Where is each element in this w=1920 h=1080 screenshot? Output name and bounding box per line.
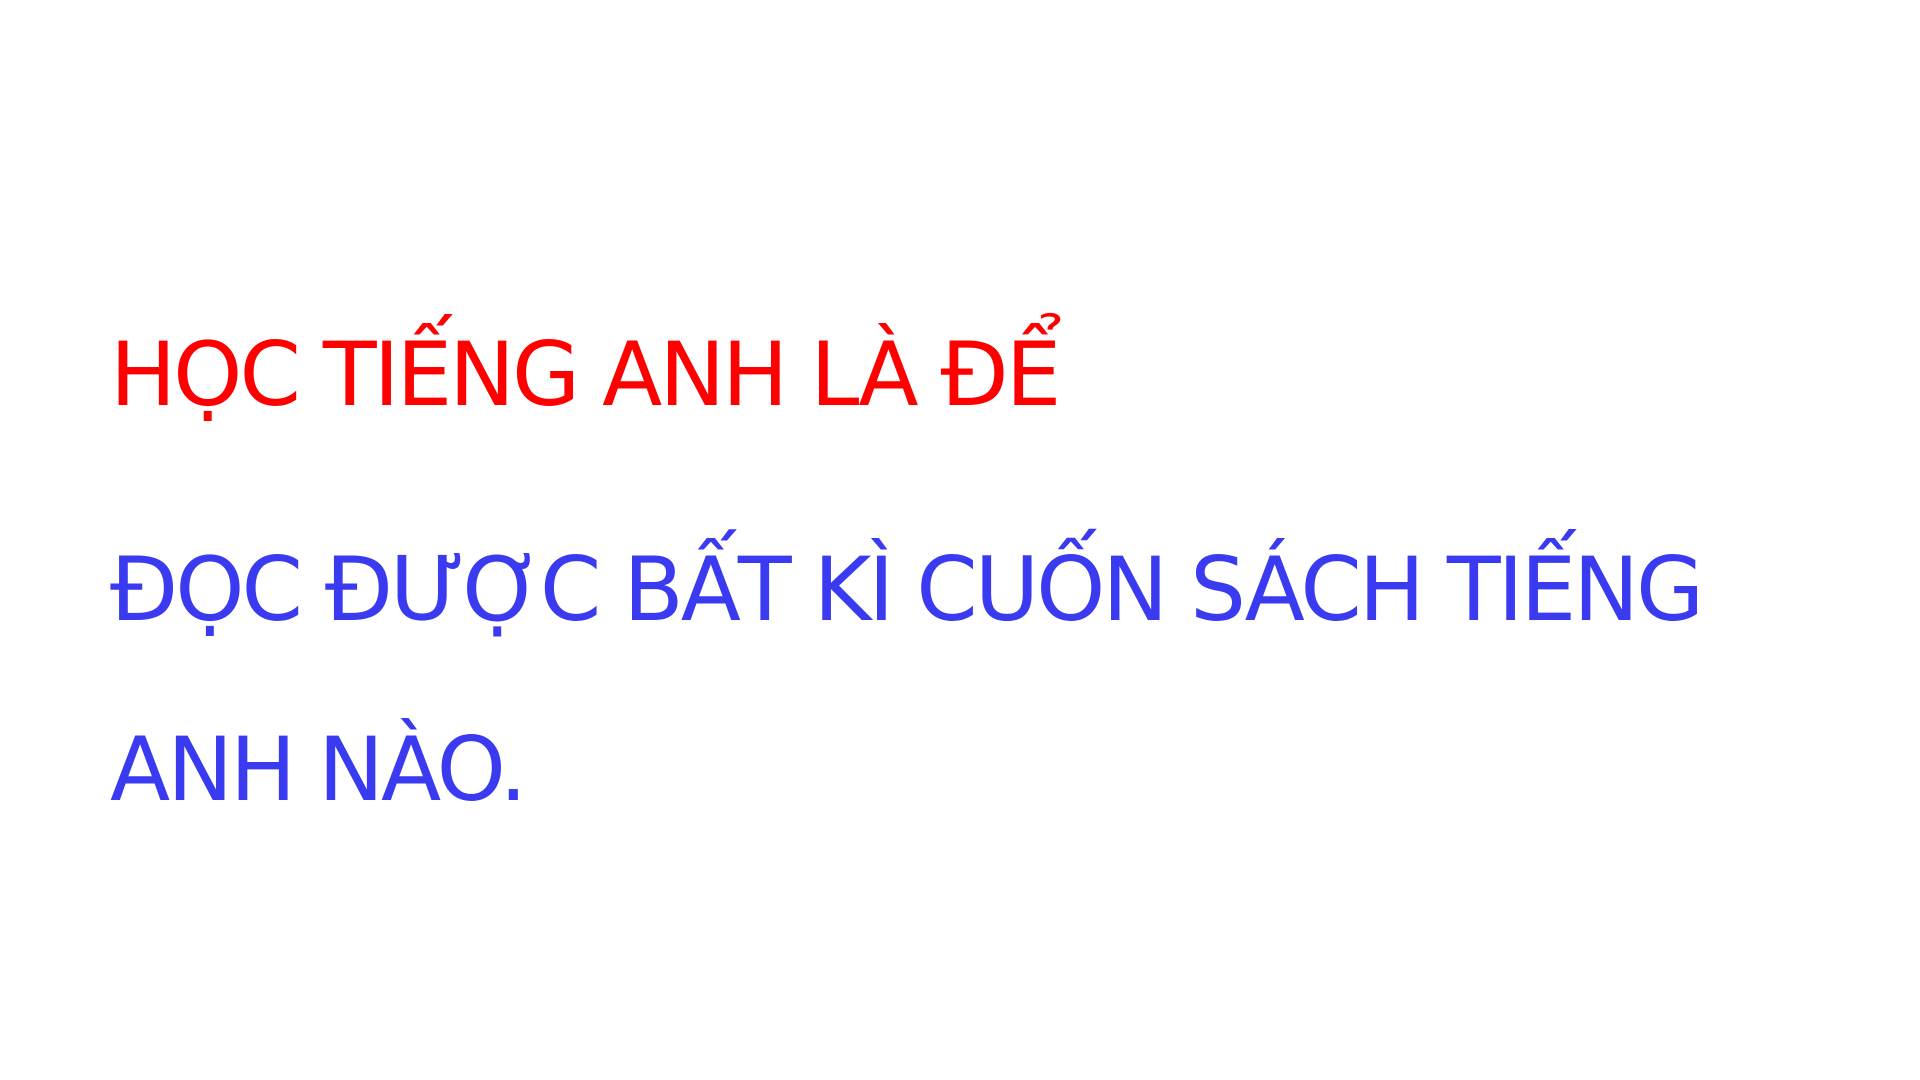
headline-text: HỌC TIẾNG ANH LÀ ĐỂ	[110, 323, 1059, 426]
subline-text: ĐỌC ĐƯỢC BẤT KÌ CUỐN SÁCH TIẾNG ANH NÀO.	[110, 538, 1702, 821]
